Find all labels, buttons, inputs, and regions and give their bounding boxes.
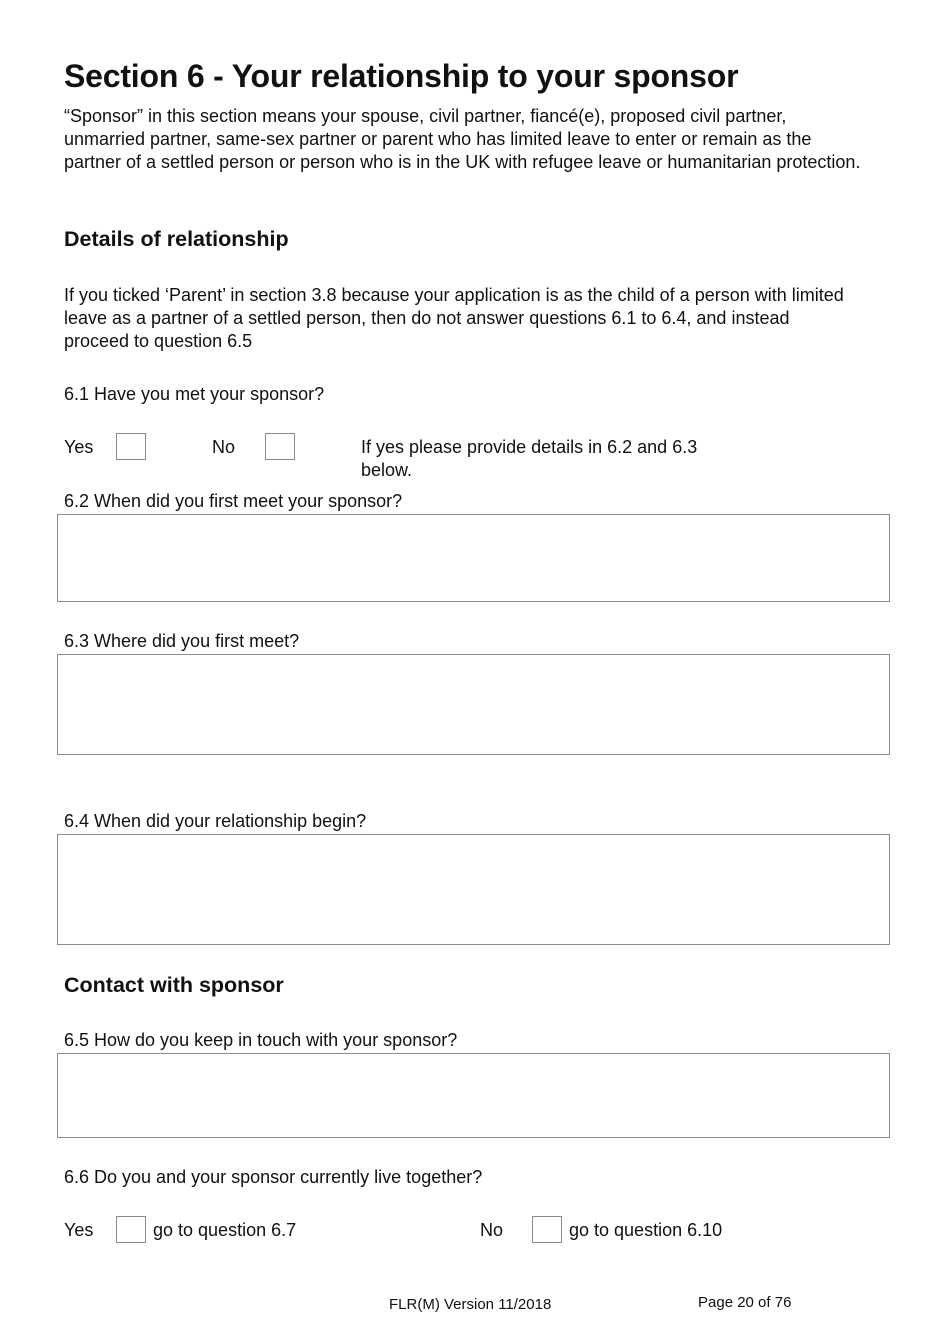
met-sponsor-yes-checkbox[interactable]	[116, 433, 146, 460]
question-6-5: 6.5 How do you keep in touch with your sponsor?	[64, 1030, 458, 1050]
met-sponsor-no-checkbox[interactable]	[265, 433, 295, 460]
question-6-1: 6.1 Have you met your sponsor?	[64, 384, 325, 404]
first-meet-place-field[interactable]	[57, 654, 890, 755]
live-together-yes-note: go to question 6.7	[153, 1220, 297, 1240]
keep-in-touch-field[interactable]	[57, 1053, 890, 1138]
met-sponsor-note: If yes please provide details in 6.2 and 6.3 below.	[361, 437, 698, 480]
relationship-begin-field[interactable]	[57, 834, 890, 945]
contact-with-sponsor-heading: Contact with sponsor	[64, 973, 284, 997]
details-of-relationship-heading: Details of relationship	[64, 227, 289, 251]
form-version: FLR(M) Version 11/2018	[389, 1296, 552, 1313]
parent-instruction: If you ticked ‘Parent’ in section 3.8 because your application is as the child of a person with limited leave as a partner of a settled person, then do not answer questions 6.1 to 6.4, and instead proceed to question 6.5	[64, 285, 844, 351]
question-6-3: 6.3 Where did you first meet?	[64, 631, 300, 651]
live-together-no-note: go to question 6.10	[569, 1220, 723, 1240]
question-6-6: 6.6 Do you and your sponsor currently live together?	[64, 1167, 483, 1187]
page-number: Page 20 of 76	[698, 1294, 792, 1311]
live-together-no-checkbox[interactable]	[532, 1216, 562, 1243]
live-together-yes-checkbox[interactable]	[116, 1216, 146, 1243]
page-title: Section 6 - Your relationship to your sponsor	[64, 58, 739, 94]
section-intro: “Sponsor” in this section means your spouse, civil partner, fiancé(e), proposed civil partner, unmarried partner, same-sex partner or parent who has limited leave to enter or remain as the partner of a settled person or person who is in the UK with refugee leave or humanitarian protection.	[64, 106, 861, 172]
met-sponsor-no-label: No	[212, 437, 236, 457]
met-sponsor-yes-label: Yes	[64, 437, 94, 457]
question-6-2: 6.2 When did you first meet your sponsor?	[64, 491, 403, 511]
first-meet-date-field[interactable]	[57, 514, 890, 602]
question-6-4: 6.4 When did your relationship begin?	[64, 811, 367, 831]
live-together-no-label: No	[480, 1220, 504, 1240]
live-together-yes-label: Yes	[64, 1220, 94, 1240]
